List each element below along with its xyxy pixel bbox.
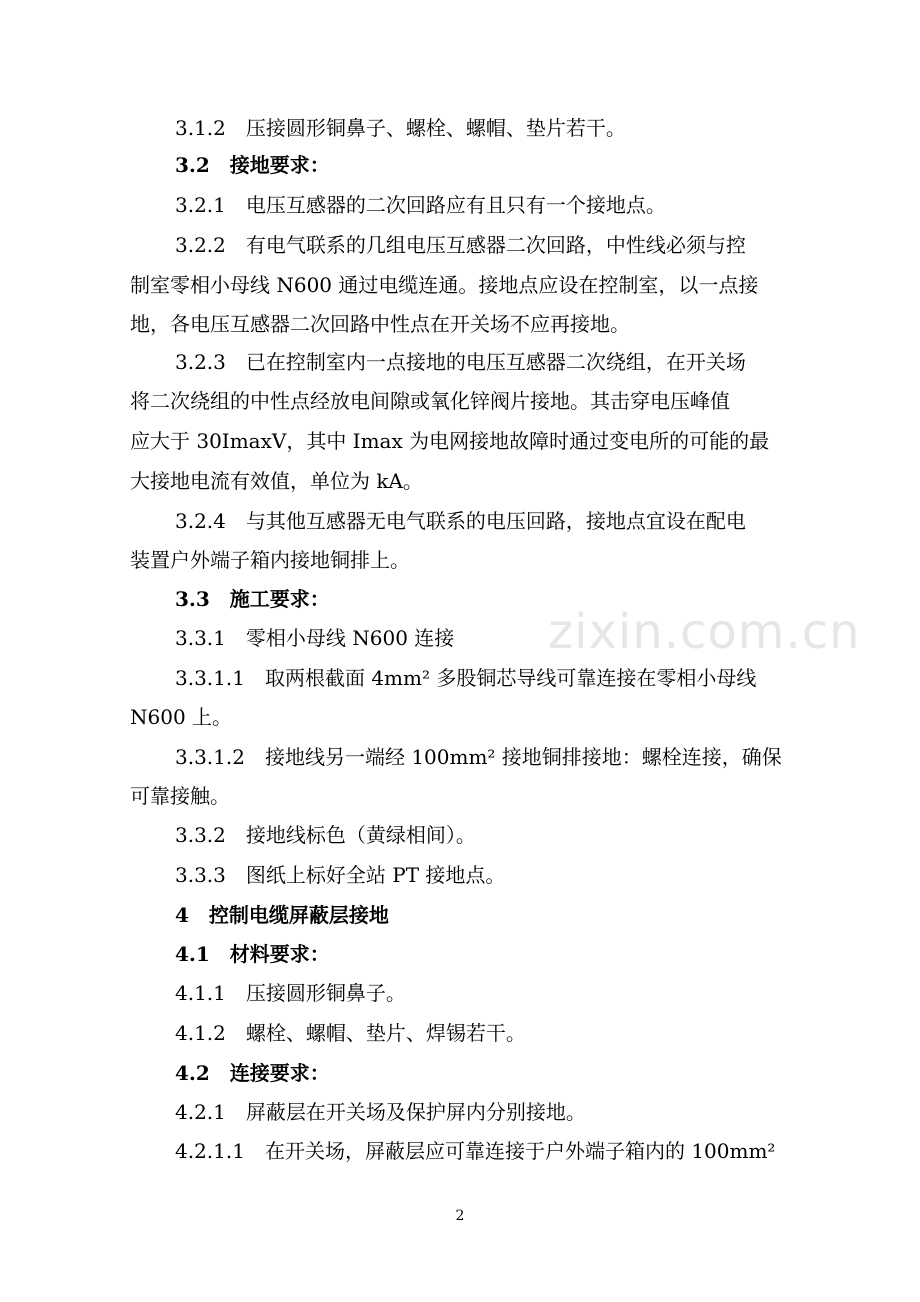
text-line: 3.3.2 接地线标色（黄绿相间）。 bbox=[175, 823, 476, 847]
text-line: 3.2.1 电压互感器的二次回路应有且只有一个接地点。 bbox=[175, 193, 666, 217]
text-line: 4.1.2 螺栓、螺帽、垫片、焊锡若干。 bbox=[175, 1021, 526, 1045]
text-line: 3.1.2 压接圆形铜鼻子、螺栓、螺帽、垫片若干。 bbox=[175, 116, 626, 140]
text-line: 地，各电压互感器二次回路中性点在开关场不应再接地。 bbox=[130, 312, 630, 336]
section-heading: 4.1 材料要求： bbox=[175, 942, 330, 966]
text-line: 4.2.1 屏蔽层在开关场及保护屏内分别接地。 bbox=[175, 1100, 586, 1124]
text-line: 制室零相小母线 N600 通过电缆连通。接地点应设在控制室，以一点接 bbox=[130, 273, 759, 297]
text-line: N600 上。 bbox=[130, 705, 233, 729]
text-line: 3.2.3 已在控制室内一点接地的电压互感器二次绕组，在开关场 bbox=[175, 350, 746, 374]
text-line: 3.2.2 有电气联系的几组电压互感器二次回路，中性线必须与控 bbox=[175, 233, 746, 257]
text-line: 应大于 30ImaxV，其中 Imax 为电网接地故障时通过变电所的可能的最 bbox=[130, 429, 770, 453]
watermark: zixin.com.cn bbox=[548, 604, 861, 660]
text-line: 3.3.1 零相小母线 N600 连接 bbox=[175, 626, 455, 650]
text-line: 3.3.3 图纸上标好全站 PT 接地点。 bbox=[175, 863, 506, 887]
text-line: 将二次绕组的中性点经放电间隙或氧化锌阀片接地。其击穿电压峰值 bbox=[130, 389, 730, 413]
section-heading: 3.3 施工要求： bbox=[175, 587, 330, 611]
text-line: 装置户外端子箱内接地铜排上。 bbox=[130, 548, 410, 572]
text-line: 4.2.1.1 在开关场，屏蔽层应可靠连接于户外端子箱内的 100mm² bbox=[175, 1139, 776, 1163]
text-line: 3.3.1.1 取两根截面 4mm² 多股铜芯导线可靠连接在零相小母线 bbox=[175, 666, 757, 690]
text-line: 大接地电流有效值，单位为 kA。 bbox=[130, 469, 423, 493]
chapter-heading: 4 控制电缆屏蔽层接地 bbox=[175, 903, 389, 927]
text-line: 4.1.1 压接圆形铜鼻子。 bbox=[175, 981, 406, 1005]
section-heading: 3.2 接地要求： bbox=[175, 153, 330, 177]
section-heading: 4.2 连接要求： bbox=[175, 1061, 330, 1085]
text-line: 3.3.1.2 接地线另一端经 100mm² 接地铜排接地：螺栓连接，确保 bbox=[175, 745, 782, 769]
text-line: 可靠接触。 bbox=[130, 784, 230, 808]
page-number: 2 bbox=[455, 1208, 465, 1224]
text-line: 3.2.4 与其他互感器无电气联系的电压回路，接地点宜设在配电 bbox=[175, 509, 746, 533]
